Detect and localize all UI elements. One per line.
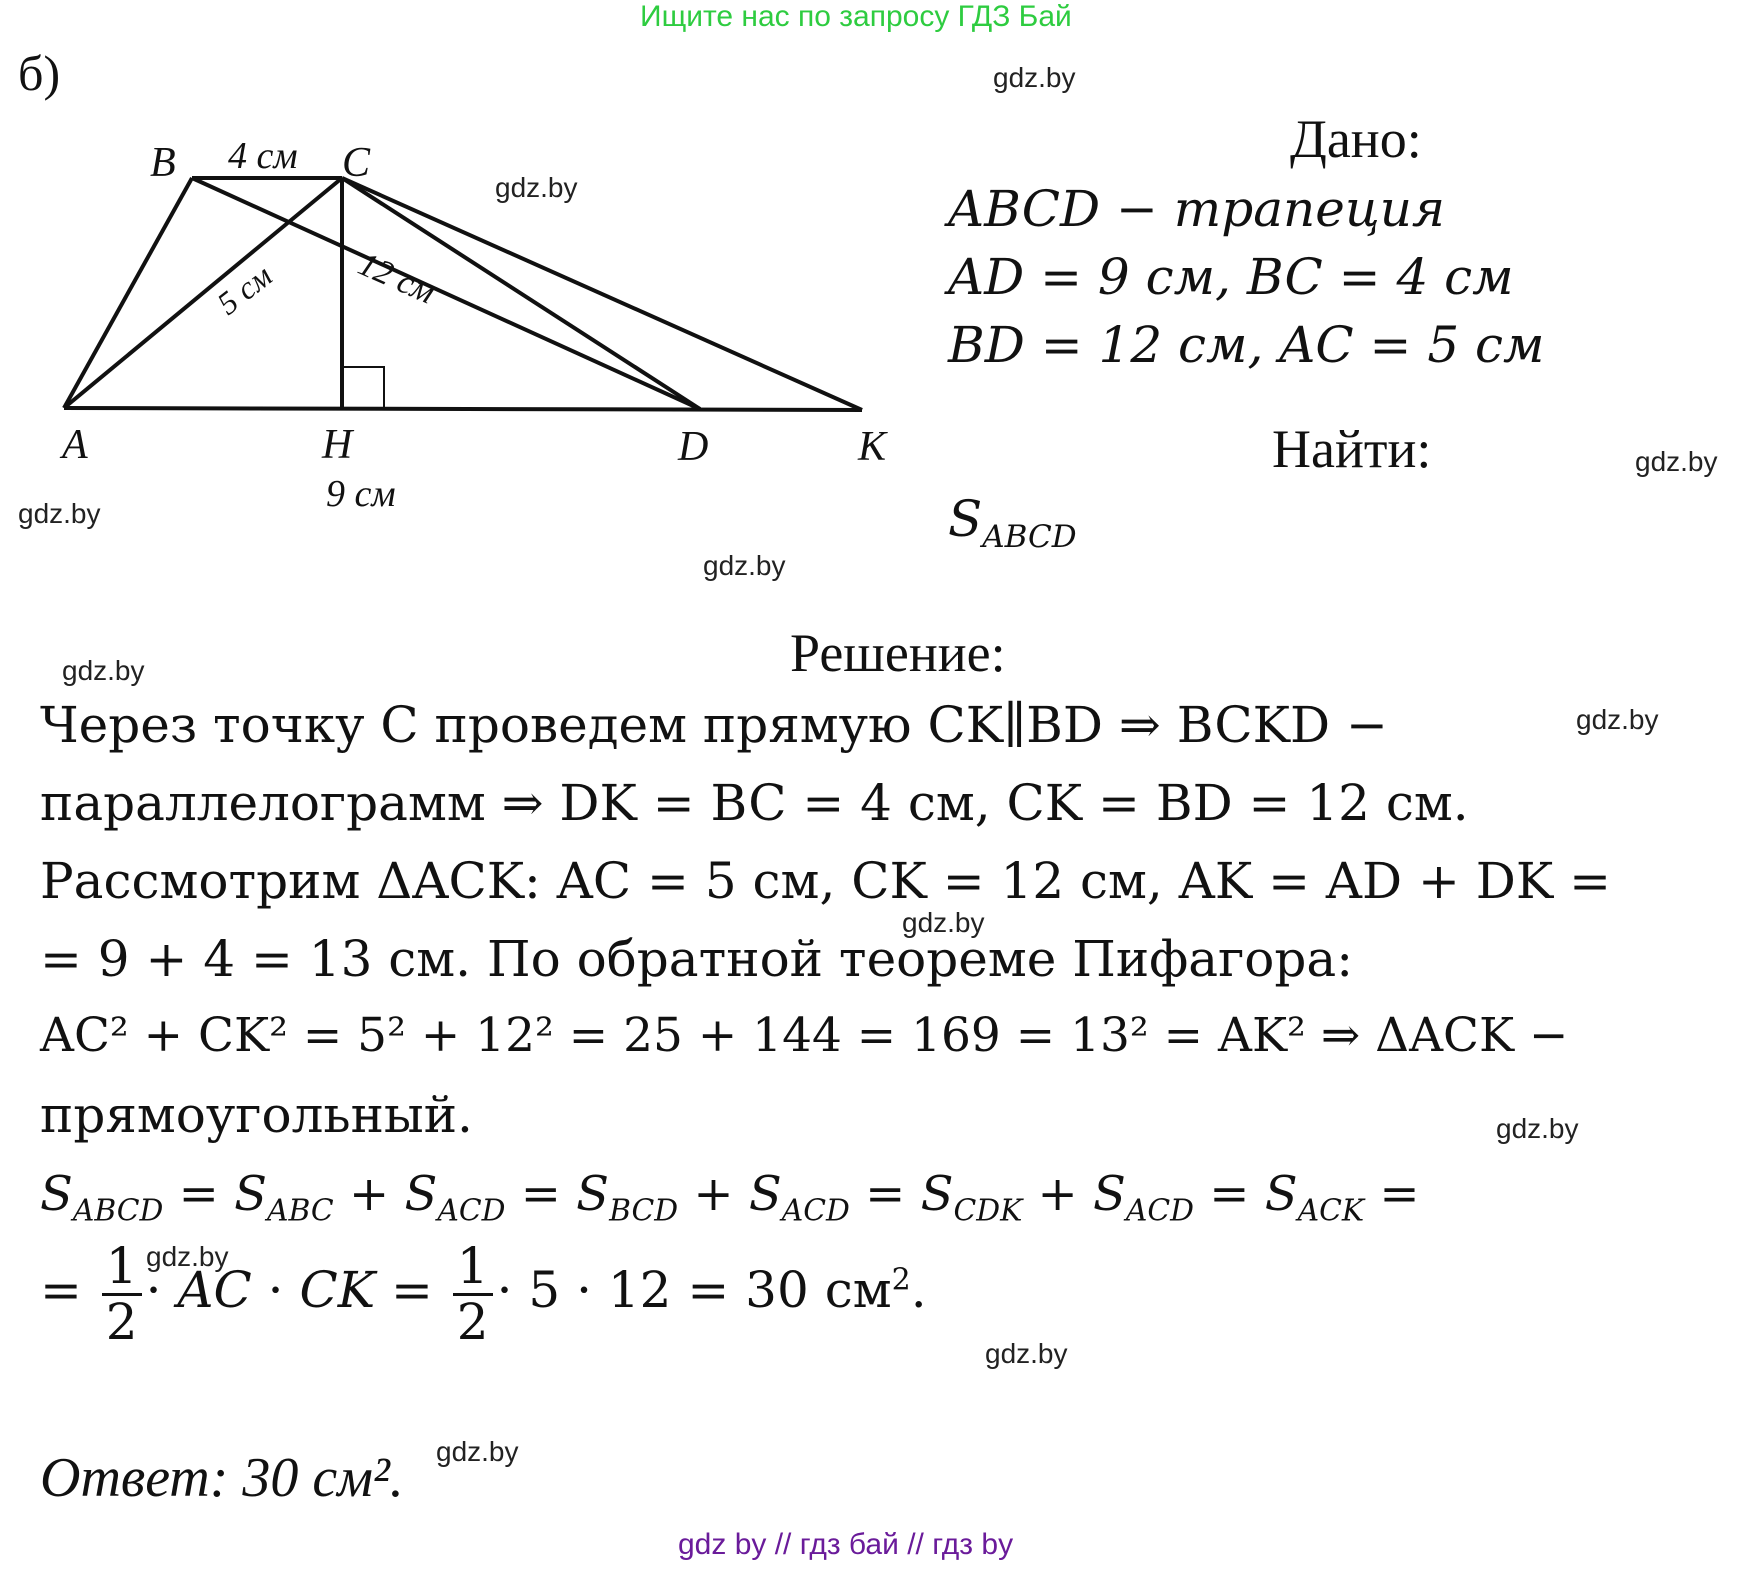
label-ac: 5 см — [210, 257, 279, 322]
watermark: gdz.by — [436, 1436, 519, 1467]
watermark: gdz.by — [1635, 446, 1718, 477]
point-c: C — [342, 140, 371, 186]
solution-line: AC² + CK² = 5² + 12² = 25 + 144 = 169 = 13² = AK² ⇒ ΔACK − — [40, 1008, 1569, 1063]
solution-area-chain: $S_{ABCD} = S_{ABC} + S_{ACD} = S_{BCD} + S_{ACD} = S_{CDK} + S_{ACD} = S_{ACK}$ = — [40, 1166, 1420, 1229]
solution-line: = 9 + 4 = 13 см. По обратной теореме Пифагора: — [40, 930, 1354, 988]
point-k: K — [858, 424, 887, 470]
given-heading: Дано: — [1290, 109, 1422, 169]
watermark: gdz.by — [985, 1338, 1068, 1369]
footer-links[interactable]: gdz by // гдз бай // гдз by — [678, 1528, 1014, 1561]
solution-line: прямоугольный. — [40, 1086, 473, 1144]
top-banner: Ищите нас по запросу ГДЗ Бай — [640, 0, 1072, 33]
watermark: gdz.by — [1576, 704, 1659, 735]
find-heading: Найти: — [1272, 419, 1432, 479]
point-d: D — [678, 424, 709, 470]
segment-ak — [64, 408, 862, 410]
segment-ab — [64, 178, 192, 408]
label-bd: 12 см — [352, 245, 441, 312]
solution-heading: Решение: — [790, 623, 1006, 683]
segment-ac — [64, 178, 342, 408]
watermark: gdz.by — [62, 655, 145, 686]
answer: Ответ: 30 см². — [40, 1447, 404, 1509]
point-h: H — [322, 422, 353, 468]
point-a: A — [62, 422, 88, 468]
given-line: AD = 9 см, BC = 4 см — [948, 248, 1514, 306]
watermark: gdz.by — [902, 907, 985, 938]
label-ad: 9 см — [326, 473, 396, 515]
watermark: gdz.by — [146, 1241, 229, 1272]
solution-line: Рассмотрим ΔACK: AC = 5 см, CK = 12 см, AK = AD + DK = — [40, 852, 1611, 910]
solution-line: параллелограмм ⇒ DK = BC = 4 см, CK = BD = 12 см. — [40, 774, 1469, 832]
solution-area-result: = $\frac{1}{2}$ · AC · CK = $\frac{1}{2}$ · 5 · 12 = 30 $см^2$. — [40, 1237, 927, 1351]
solution-line: Через точку C проведем прямую CK∥BD ⇒ BCKD − — [40, 696, 1388, 754]
part-label: б) — [18, 45, 61, 101]
given-line: ABCD − трапеция — [948, 180, 1446, 238]
watermark: gdz.by — [495, 172, 578, 203]
right-angle-mark — [342, 367, 384, 409]
given-line: BD = 12 см, AC = 5 см — [948, 316, 1545, 374]
watermark: gdz.by — [18, 498, 101, 529]
watermark: gdz.by — [1496, 1113, 1579, 1144]
find-target: $S_{ABCD}$ — [948, 490, 1077, 555]
segment-bd — [192, 178, 700, 409]
label-bc: 4 см — [228, 135, 298, 177]
watermark: gdz.by — [703, 550, 786, 581]
watermark: gdz.by — [993, 62, 1076, 93]
point-b: B — [150, 140, 176, 186]
trapezoid-figure — [0, 120, 900, 640]
